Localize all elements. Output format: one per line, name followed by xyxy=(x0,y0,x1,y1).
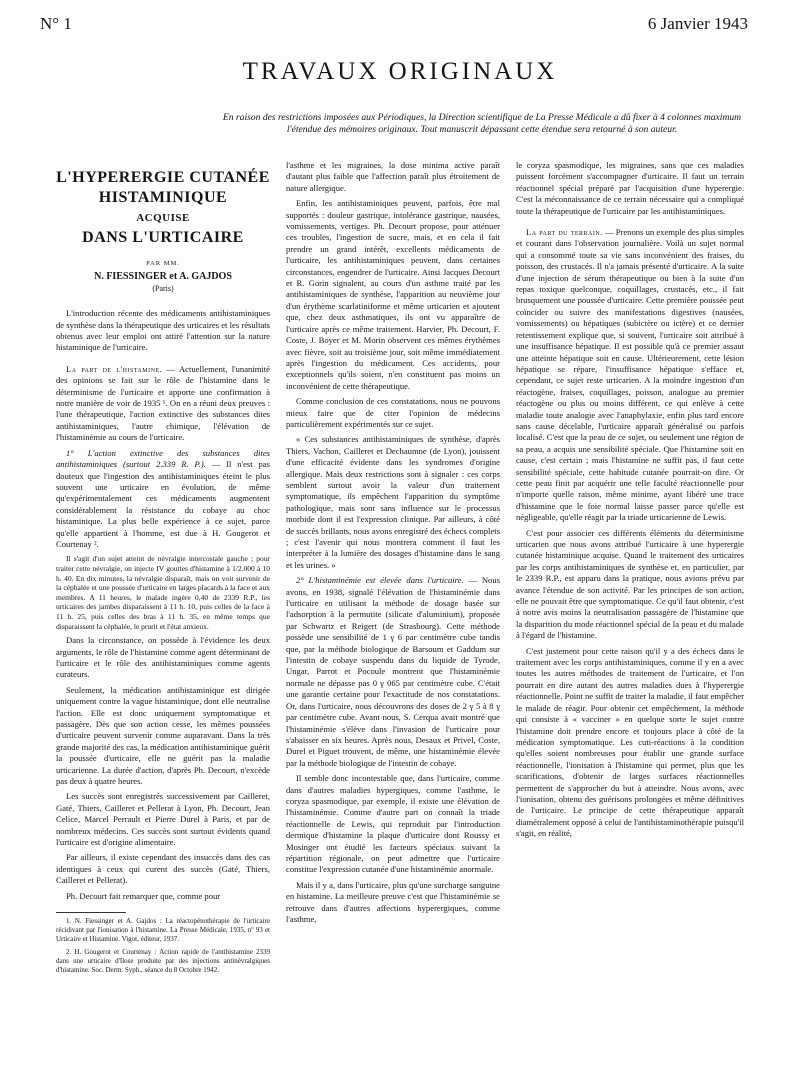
paragraph: Par ailleurs, il existe cependant des insuccès dans des cas identiques à ceux qui curent des succès (Gaté, Thiers, Cailleret et Pellerat). xyxy=(56,852,270,886)
paragraph: l'asthme et les migraines, la dose minima active paraît d'autant plus faible que l'affection paraît plus étroitement de nature allergique. xyxy=(286,160,500,193)
paragraph: La part du terrain. — Prenons un exemple des plus simples et courant dans l'observation journalière. Voilà un sujet normal qui a consommé toute sa vie sans inconvénient des fraises, du poisson, des crustacés. Il n'a jamais présenté d'urticaire. A la suite d'une injection de sérum thérapeutique ou bien à la suite d'un repas toxique quelconque, coquillages, crustacés, etc., il fait brusquement une poussée d'urticaire. Cette première poussée peut coïncider ou suivre des manifestations digestives (nausées, vomissements) ou hépatiques (subictère ou ictère) et ce dernier retentissement explique que, si souvent, l'urticaire soit attribué à une insuffisance hépatique. Il est possible qu'à ce premier assaut une atteinte hépatique soit en cause. Ultérieurement, cette lésion hépatique se répare, l'insuffisance hépatique s'efface et, cependant, ce sujet reste urticarien. A la moindre ingestion d'un réactogène, fraises, coquillages, poisson, analogue au premier réactogène ou plus ou moins différent, ce qui enlève à cette maladie toute analogie avec l'anaphylaxie, enfin plus tard encore sans cause décelable, l'urticaire apparaît généralisé ou parfois localisé. C'est que la peau de ce sujet, ou seulement une région de sa peau, a acquis une sensibilité spéciale. Que l'histamine soit en cause, c'est certain ; mais l'histamine ne suffit pas, il faut cette sensibilité spéciale, cette habitude cutanée pourrait-on dire. Or cette peau finit par acquérir une telle faculté réactionnelle pour n'importe quelle raison, même minime, ayant libéré une trace d'histamine que le foie normal laisse passer parce qu'elle est négligeable, qu'elle réagit par la triade urticarienne de Lewis. xyxy=(516,227,744,523)
subheading: 1° L'action extinctive des substances dites antihistaminiques (surtout 2.339 R. P.). xyxy=(56,447,270,470)
case-report: Il s'agit d'un sujet atteint de névralgie intercostale gauche ; pour traiter cette névralgie, on injecte IV gouttes d'histamine à 1/2.000 à 10 h. 40. En dix minutes, la névralgie disparaît, mais on voit survenir de la céphalée et une poussée d'urticaire en larges placards à la face et aux membres. A 11 heures, le malade ingère 0,40 de 2339 R.P., les urticaires des jambes disparaissent à 11 h. 10, puis celles de la face à 11 h. 25, puis celles des bras à 11 h. 35, en même temps que disparaissent la céphalée, le prurit et l'état anxieux. xyxy=(56,554,270,631)
byline-par: PAR MM. xyxy=(146,260,180,267)
column-3 xyxy=(516,160,744,844)
paragraph: L'introduction récente des médicaments antihistaminiques de synthèse dans la thérapeutique des urticaires et les résultats obtenus avec leur emploi ont attiré l'attention sur la nature histaminique de l'urticaire. xyxy=(56,308,270,353)
paragraph: Enfin, les antihistaminiques peuvent, parfois, être mal supportés : douleur gastrique, intolérance gastrique, nausées, vomissements, vertiges. Ph. Decourt propose, pour atténuer ces troubles, l'ingestion de sucre, mais, et en cela il fait prendre un grand intérêt, excellents médicaments de l'urticaire, les antihistaminiques peuvent, dans certaines circonstances, engendrer de l'urticaire. Ainsi Jacques Decourt et R. Gorin signalent, au cours d'un asthme traité par les antihistaminiques de synthèse, l'apparition au neuvième jour d'un érythème scarlatiniforme et même urticarien et ajoutent que, chez deux asthmatiques, ils ont vu apparaître de l'urticaire après ce même traitement. Harvier, Ph. Decourt, F. Coste, J. Boyer et M. Morin observent ces mêmes érythèmes avec fièvre, soit au troisième jour, soit même immédiatement après l'ingestion du médicament. Ces accidents, pour exceptionnels qu'ils soient, n'en constituent pas moins un inconvénient de cette thérapeutique. xyxy=(286,198,500,391)
title-line-2: HISTAMINIQUE xyxy=(98,189,228,206)
title-line-3: ACQUISE xyxy=(136,212,190,224)
paragraph: 1° L'action extinctive des substances dites antihistaminiques (surtout 2.339 R. P.). — Il n'est pas douteux que l'ingestion des antihistaminiques éteint le plus souvent une urticaire en évolution, de même qu'expérimentalement ces médicaments augmentent considérablement la résistance du cobaye au choc histaminique. La plus belle expérience à ce sujet, parce qu'elle appartient à l'homme, est due à H. Gougerot et Courtenay ². xyxy=(56,447,270,549)
paragraph: La part de l'histamine. — Actuellement, l'unanimité des opinions se fait sur le rôle de l'histamine dans le déterminisme de l'urticaire et apporte une confirmation à notre manière de voir de 1935 ¹. On en a réuni deux preuves : l'une thérapeutique, l'action extinctive des substances dites antihistaminiques, l'autre chimique, l'élévation de l'histaminémie au cours de l'urticaire. xyxy=(56,363,270,443)
subheading: 2° L'histaminémie est élevée dans l'urticaire. xyxy=(296,575,464,586)
paragraph: C'est justement pour cette raison qu'il y a des échecs dans le traitement avec les corps antihistaminiques, comme il y en a avec toutes les autres méthodes de traitement de l'urticaire, et l'on pourrait en dire autant des autres maladies dues à l'hyperergie réactionnelle. Point ne suffit de traiter la maladie, il faut empêcher le malade de réagir. Pour obtenir cet empêchement, la méthode qui consiste à « vacciner » en quelque sorte le sujet contre l'histamine doit prendre encore et toujours place à côté de la médication symptomatique. Les cuti-réactions à la condition qu'elles soient nombreuses pour établir une grande surface réactionnelle, l'ionisation à l'histamine qui permet, plus que les scarifications, d'obtenir de larges surfaces réactionnelles permettent de s'approcher du but à atteindre. Nous avons, avec l'ionisation, obtenu des guérisons prolongées et même définitives de l'urticaire. Le principe de cette thérapeutique apparaît diamétralement opposé à celui de l'antihistaminothérapie puisqu'il s'agit, en réalité, xyxy=(516,645,744,839)
paragraph: Ph. Decourt fait remarquer que, comme pour xyxy=(66,890,221,901)
article-authors: N. FIESSINGER et A. GAJDOS xyxy=(94,271,232,283)
title-line-1: L'HYPERERGIE CUTANÉE xyxy=(56,169,270,186)
column-1 xyxy=(56,160,270,979)
paragraph: Seulement, la médication antihistaminique est dirigée uniquement contre la vague histaminique, dont elle neutralise l'action. Elle est donc uniquement symptomatique et passagère. Dès que son action cesse, les mêmes poussées d'urticaire peuvent survenir comme auparavant. Dans la très grande majorité des cas, la médication antihistaminique guérit la poussée d'urticaire, elle ne guérit pas la maladie urticarienne. La durée d'action, d'après Ph. Decourt, n'excède pas deux à quatre heures. xyxy=(56,684,270,786)
subheading: La part de l'histamine. xyxy=(66,363,163,374)
paragraph: Il semble donc incontestable que, dans l'urticaire, comme dans d'autres maladies hypergiques, comme l'asthme, le coryza spasmodique, par exemple, il existe une élévation de l'histaminémie. Comme d'autre part on connaît la triade réactionnelle de Lewis, qui reproduit par l'introduction dermique d'histamine la plaque d'urticaire dont Roussy et Mosinger ont étudié les facteurs spéciaux suivant la répartition régionale, on peut admettre que l'urticaire constitue l'expression cutanée d'une histaminémie anormale. xyxy=(286,773,500,875)
footnote: 2. H. Gougerot et Courtenay : Action rapide de l'antihistamine 2339 dans une urticaire d'Ilose produite par des injections antinévralgiques d'histamine. Soc. Derm. Syph., séance du 8 Octobre 1942. xyxy=(56,948,270,975)
footnote: 1. N. Fiessinger et A. Gajdos : La réactopénothérapie de l'urticaire récidivant par l'ionisation à l'histamine. La Presse Médicale, 1935, nº 93 et Urticaire et Histamine. Vigot, éditeur, 1937. xyxy=(56,917,270,944)
subheading: La part du terrain. xyxy=(526,227,603,238)
article-title xyxy=(56,168,270,248)
paragraph: le coryza spasmodique, les migraines, sans que ces maladies puissent forcément s'accompagner d'urticaire. Il faut un terrain réactionnel spécial préparé par l'acquisition d'une hyperergie. C'est la méconnaissance de ce terrain nécessaire qui a compliqué toute la thérapeutique de l'urticaire par les antihistaminiques. xyxy=(516,160,744,216)
title-line-4: DANS L'URTICAIRE xyxy=(82,229,244,246)
issue-number: N° 1 xyxy=(40,14,72,33)
editorial-notice: En raison des restrictions imposées aux Périodiques, la Direction scientifique de La Presse Médicale a dû fixer à 4 colonnes maximum l'étendue des mémoires originaux. Tout manuscrit dépassant cette étendue sera retourné à son auteur. xyxy=(222,112,742,135)
column-2 xyxy=(286,160,500,929)
quotation: « Ces substances antihistaminiques de synthèse, d'après Thiers, Vachon, Cailleret et Dechaumne (de Lyon), jouissent d'une efficacité évidente dans les syndromes d'origine allergique. Mais deux restrictions sont à signaler : ces corps semblent surtout avoir la valeur d'un traitement symptomatique, ils empêchent l'apparition du symptôme pathologique, mais sont sans influence sur le processus morbide dont il est l'expression clinique. Par ailleurs, à côté de succès brillants, nous avons enregistré des échecs complets ; c'est l'avenir qui nous montrera comment il faut les interpréter à la lumière des dosages d'histamine dans le sang et les urines. » xyxy=(286,434,500,570)
article-city: (Paris) xyxy=(152,283,174,293)
footnote-rule xyxy=(56,912,126,913)
paragraph: C'est pour associer ces différents éléments du déterminisme urticarien que nous avons attribué l'urticaire à une hyperergie cutanée histaminique acquise. Quand le traitement des urticaires par les corps antihistaminiques de synthèse et, en particulier, par le 2339 R.P., est apparu dans la pratique, nous avions prévu par avance l'étendue de son activité. Par les principes de son action, elle ne pouvait être que symptomatique. Ce qu'il faut obtenir, c'est à notre avis moins la neutralisation passagère de l'histamine que la disparition du mode réactionnel spécial de la peau et du malade à l'égard de l'histamine. xyxy=(516,527,744,641)
section-title: TRAVAUX ORIGINAUX xyxy=(242,58,558,85)
paragraph: Comme conclusion de ces constatations, nous ne pouvons mieux faire que de citer l'opinion de médecins particulièrement expérimentés sur ce sujet. xyxy=(286,396,500,429)
paragraph: Mais il y a, dans l'urticaire, plus qu'une surcharge sanguine en histamine. La meilleure preuve c'est que l'histaminémie se retrouve dans d'autres affections hyperergiques, comme l'asthme, xyxy=(286,879,500,924)
paragraph: Les succès sont enregistrés successivement par Cailleret, Gaté, Thiers, Cailleret et Pellerat à Lyon, Ph. Decourt, Jean Celice, Marcel Perrault et Pierre Durel à Paris, et par de nombreux médecins. Ces succès sont surtout évidents quand l'urticaire est d'origine alimentaire. xyxy=(56,791,270,847)
paragraph: Dans la circonstance, on possède à l'évidence les deux arguments, le rôle de l'histamine comme agent déterminant de l'urticaire et le rôle des antihistaminiques comme agents curateurs. xyxy=(56,635,270,680)
running-head xyxy=(40,14,748,38)
issue-date: 6 Janvier 1943 xyxy=(647,14,748,33)
paragraph: 2° L'histaminémie est élevée dans l'urticaire. — Nous avons, en 1938, signalé l'élévation de l'histaminémie dans l'urticaire en utilisant la méthode de dosage basée sur l'adsorption à la permutite (silicate d'aluminium), proposée par Schwartz et Reigert (de Strasbourg). Cette méthode possède une sensibilité de 1 γ 6 par centimètre cube tandis que, par la méthode biologique de Barsoum et Gaddum sur l'intestin de cobaye suspendu dans du liquide de Tyrode, Ungar, Parrot et Pocoule montrent que l'histaminémie normale ne dépasse pas 0 γ 065 par centimètre cube. C'était une garantie certaine pour l'exactitude de nos constatations. Or, dans l'urticaire, nous découvrons des doses de 2 γ 5 à 8 γ par centimètre cube. Avant nous, S. Cerqua avait montré que l'histaminémie s'élève dans l'invasion de l'urticaire pour s'abaisser en six heures. Après nous, Desaux et Privel, Coste, Durel et Piguet trouvent, de même, une histaminémie élevée par la méthode biologique de l'intestin de cobaye. xyxy=(286,575,500,768)
